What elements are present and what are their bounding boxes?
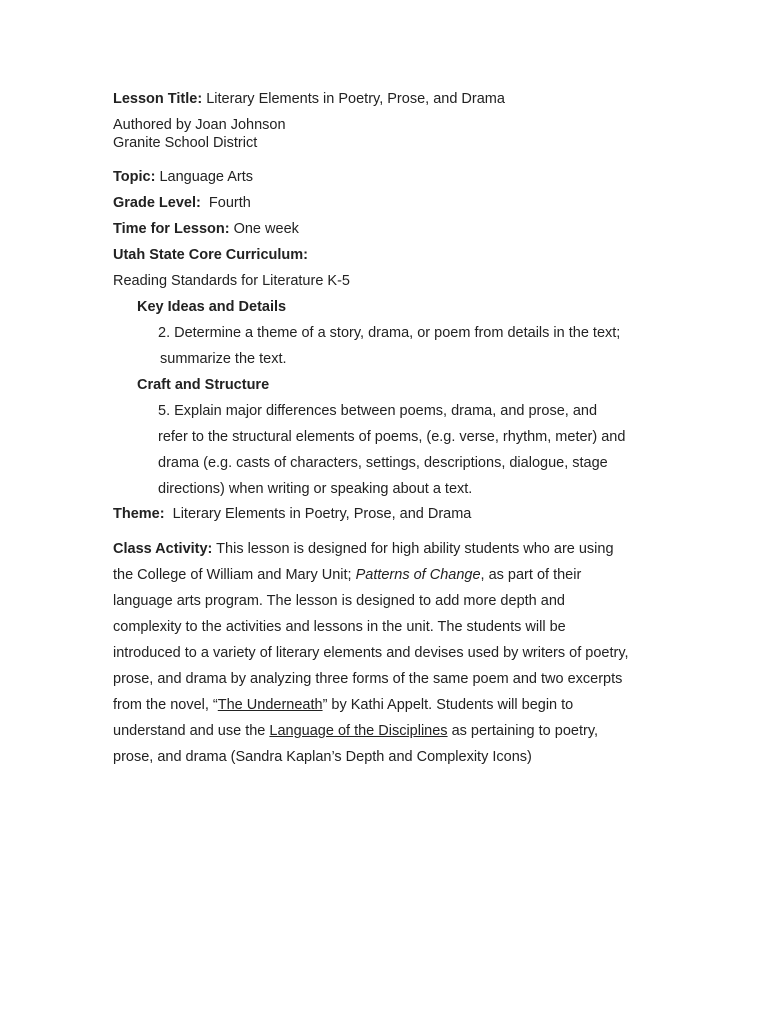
lesson-title-value: Literary Elements in Poetry, Prose, and Drama — [206, 91, 505, 107]
topic-value: Language Arts — [159, 169, 253, 185]
grade-line — [113, 194, 251, 212]
key-ideas-line-2: summarize the text. — [160, 351, 287, 367]
activity-line-5: introduced to a variety of literary elements and devises used by writers of poetry, — [113, 645, 629, 661]
theme-value: Literary Elements in Poetry, Prose, and Drama — [172, 506, 472, 522]
activity-text-1: This lesson is designed for high ability students who are using — [216, 541, 614, 557]
activity-line-4: complexity to the activities and lessons in the unit. The students will be — [113, 619, 566, 635]
activity-line-1 — [113, 540, 614, 558]
craft-heading: Craft and Structure — [137, 377, 270, 393]
time-line — [113, 220, 299, 238]
activity-line-9: prose, and drama (Sandra Kaplan’s Depth and Complexity Icons) — [113, 749, 532, 765]
topic-label: Topic: — [113, 169, 156, 185]
craft-line-1: 5. Explain major differences between poems, drama, and prose, and — [158, 403, 598, 419]
grade-label: Grade Level: — [113, 195, 201, 211]
activity-text-7b: ” by Kathi Appelt. Students will begin to — [322, 697, 574, 713]
lesson-title-label: Lesson Title: — [113, 91, 203, 107]
grade-value: Fourth — [208, 195, 251, 211]
craft-line-4: directions) when writing or speaking about a text. — [158, 481, 473, 497]
craft-line-3: drama (e.g. casts of characters, settings, descriptions, dialogue, stage — [158, 455, 608, 471]
activity-line-7 — [113, 696, 573, 714]
activity-line-8 — [113, 722, 598, 740]
activity-text-8a: understand and use the — [113, 723, 270, 739]
activity-label: Class Activity: — [113, 541, 213, 557]
author-line: Authored by Joan Johnson — [113, 117, 286, 133]
topic-line — [113, 168, 253, 186]
activity-text-8b: as pertaining to poetry, — [447, 723, 599, 739]
novel-title: The Underneath — [217, 697, 323, 713]
unit-title: Patterns of Change — [355, 567, 481, 583]
time-value: One week — [233, 221, 299, 237]
activity-line-6: prose, and drama by analyzing three forms of the same poem and two excerpts — [113, 671, 623, 687]
activity-text-2a: the College of William and Mary Unit; — [113, 567, 356, 583]
theme-label: Theme: — [113, 506, 165, 522]
activity-line-3: language arts program. The lesson is designed to add more depth and — [113, 593, 565, 609]
standards-heading: Reading Standards for Literature K-5 — [113, 273, 350, 289]
craft-line-2: refer to the structural elements of poems, (e.g. verse, rhythm, meter) and — [158, 429, 626, 445]
activity-text-2b: , as part of their — [480, 567, 582, 583]
district-line: Granite School District — [113, 135, 258, 151]
lesson-title-line — [113, 90, 505, 108]
key-ideas-line-1: 2. Determine a theme of a story, drama, or poem from details in the text; — [158, 325, 621, 341]
activity-line-2 — [113, 566, 581, 584]
activity-text-7a: from the novel, “ — [113, 697, 218, 713]
key-ideas-heading: Key Ideas and Details — [137, 299, 287, 315]
time-label: Time for Lesson: — [113, 221, 230, 237]
disciplines-term: Language of the Disciplines — [269, 723, 448, 739]
theme-line — [113, 505, 471, 523]
core-curriculum-heading: Utah State Core Curriculum: — [113, 247, 308, 263]
